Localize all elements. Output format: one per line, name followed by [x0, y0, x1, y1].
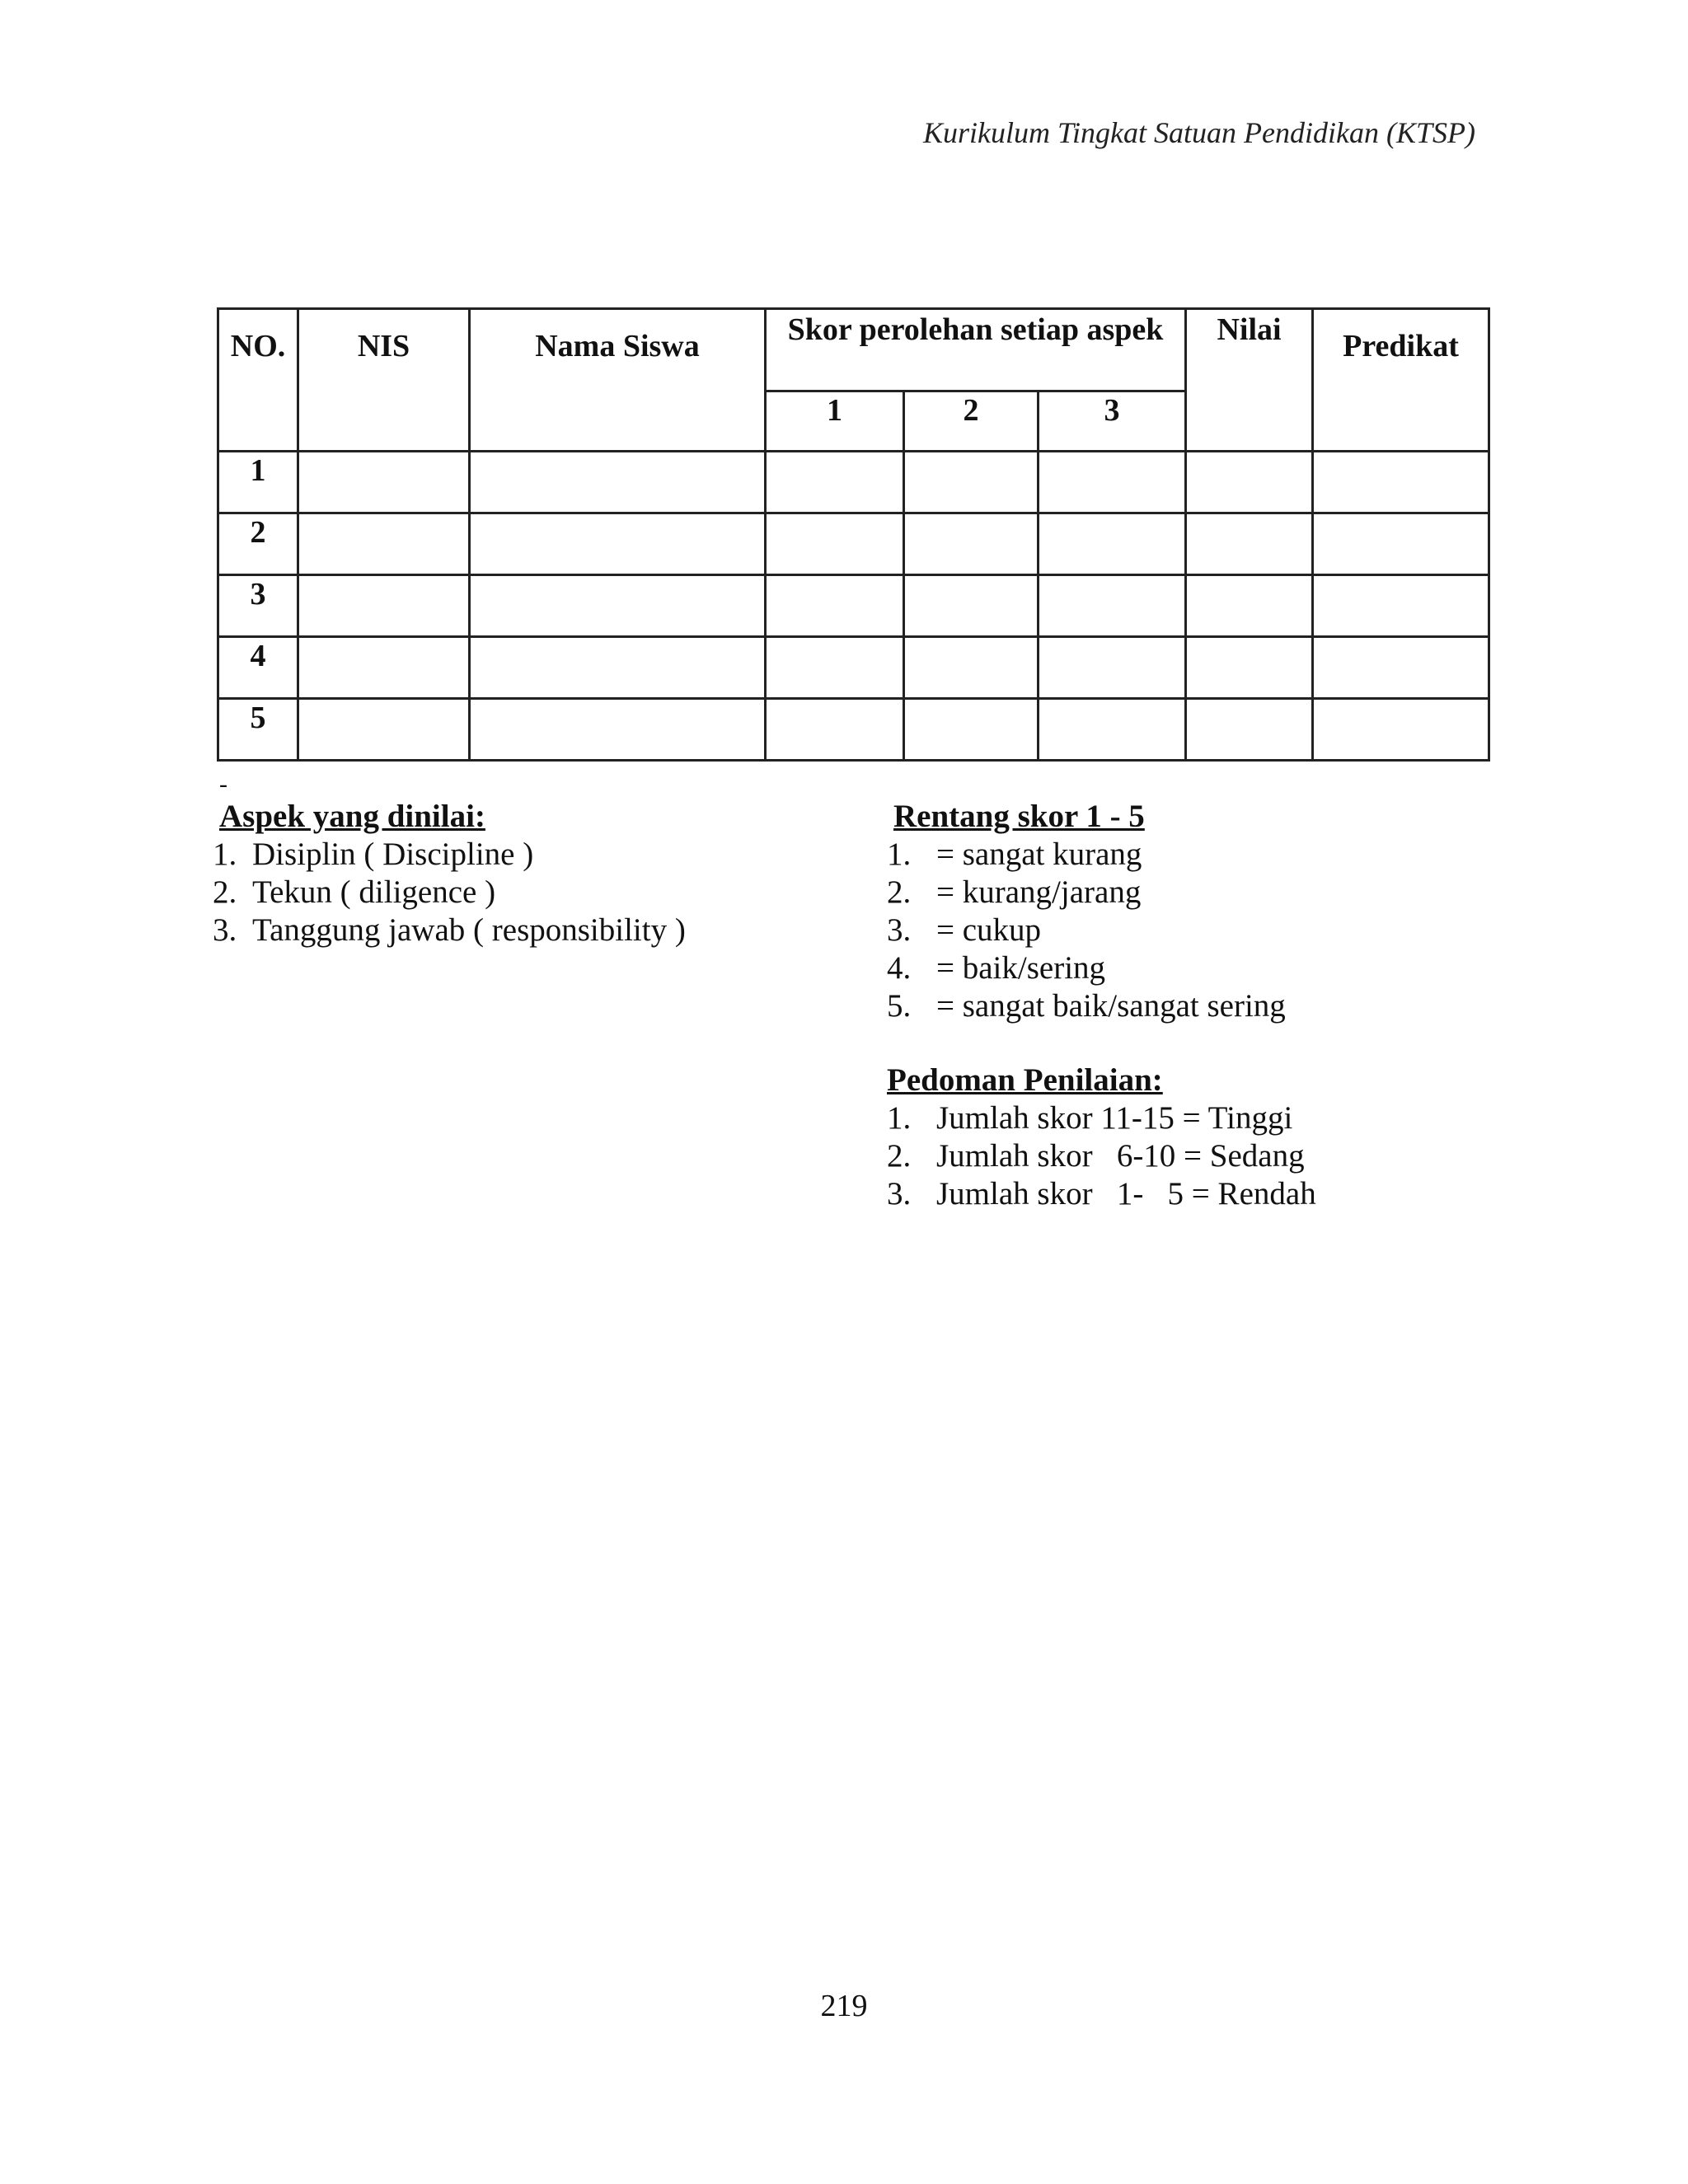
cell-skor-2: [904, 513, 1039, 575]
cell-nis: [298, 575, 470, 637]
row-number: 2: [218, 513, 298, 575]
list-item: [887, 949, 1286, 987]
item-text: = cukup: [936, 912, 1042, 948]
item-text: = baik/sering: [936, 950, 1106, 986]
pedoman-heading: Pedoman Penilaian:: [887, 1062, 1163, 1098]
cell-nama: [470, 452, 766, 513]
cell-skor-1: [766, 513, 904, 575]
item-text: Tekun ( diligence ): [252, 874, 496, 910]
list-item: [213, 874, 686, 912]
row-number: 5: [218, 699, 298, 761]
header-skor-2: 2: [904, 391, 1039, 452]
item-number: 2.: [213, 874, 237, 910]
cell-nis: [298, 513, 470, 575]
page-number: 219: [820, 1989, 868, 2023]
list-item: [213, 836, 686, 874]
rentang-heading: Rentang skor 1 - 5: [893, 799, 1145, 834]
row-number: 3: [218, 575, 298, 637]
header-nilai: Nilai: [1186, 309, 1313, 452]
item-text: Disiplin ( Discipline ): [252, 837, 534, 872]
cell-skor-2: [904, 452, 1039, 513]
cell-skor-1: [766, 575, 904, 637]
cell-skor-1: [766, 699, 904, 761]
item-text: = sangat baik/sangat sering: [936, 988, 1286, 1024]
cell-skor-3: [1039, 699, 1186, 761]
item-text: = sangat kurang: [936, 837, 1142, 872]
list-item: [887, 1175, 1316, 1213]
row-number: 4: [218, 637, 298, 699]
pedoman-section: [887, 1062, 1316, 1213]
item-number: 3.: [213, 912, 237, 948]
item-number: 4.: [887, 950, 912, 986]
cell-nama: [470, 637, 766, 699]
list-item: [887, 1099, 1316, 1137]
cell-nilai: [1186, 513, 1313, 575]
list-item: [887, 912, 1286, 949]
cell-predikat: [1313, 452, 1489, 513]
cell-skor-2: [904, 575, 1039, 637]
cell-skor-3: [1039, 575, 1186, 637]
item-number: 1.: [213, 837, 237, 872]
aspek-heading: Aspek yang dinilai:: [219, 799, 485, 834]
cell-nilai: [1186, 637, 1313, 699]
header-skor-1: 1: [766, 391, 904, 452]
aspek-section: [213, 798, 686, 949]
cell-predikat: [1313, 513, 1489, 575]
table-row: [218, 575, 1489, 637]
score-table: [217, 307, 1490, 762]
item-number: 3.: [887, 912, 912, 948]
item-text: Jumlah skor 11-15 = Tinggi: [936, 1100, 1293, 1136]
header-skor-3: 3: [1039, 391, 1186, 452]
cell-nama: [470, 575, 766, 637]
item-number: 3.: [887, 1176, 912, 1212]
table-row: [218, 452, 1489, 513]
item-text: Jumlah skor 1- 5 = Rendah: [936, 1176, 1316, 1212]
cell-nama: [470, 513, 766, 575]
item-number: 5.: [887, 988, 912, 1024]
cell-skor-2: [904, 637, 1039, 699]
list-item: [887, 836, 1286, 874]
cell-predikat: [1313, 637, 1489, 699]
list-item: [213, 912, 686, 949]
pedoman-list: [887, 1099, 1316, 1213]
cell-predikat: [1313, 575, 1489, 637]
item-text: = kurang/jarang: [936, 874, 1142, 910]
cell-nilai: [1186, 575, 1313, 637]
table-row: [218, 513, 1489, 575]
header-skor: Skor perolehan setiap aspek: [766, 309, 1186, 391]
item-number: 1.: [887, 837, 912, 872]
cell-skor-1: [766, 452, 904, 513]
cell-skor-3: [1039, 452, 1186, 513]
rentang-section: [887, 798, 1286, 1025]
cell-predikat: [1313, 699, 1489, 761]
rentang-list: [887, 836, 1286, 1025]
cell-nis: [298, 637, 470, 699]
header-nama-siswa: Nama Siswa: [470, 309, 766, 452]
cell-skor-3: [1039, 513, 1186, 575]
item-text: Jumlah skor 6-10 = Sedang: [936, 1138, 1305, 1174]
cell-skor-2: [904, 699, 1039, 761]
list-item: [887, 874, 1286, 912]
item-text: Tanggung jawab ( responsibility ): [252, 912, 686, 948]
table-row: [218, 699, 1489, 761]
cell-nilai: [1186, 452, 1313, 513]
table-row: [218, 637, 1489, 699]
cell-nis: [298, 452, 470, 513]
cell-skor-1: [766, 637, 904, 699]
header-predikat: Predikat: [1313, 309, 1489, 452]
item-number: 2.: [887, 874, 912, 910]
list-item: [887, 1137, 1316, 1175]
item-number: 1.: [887, 1100, 912, 1136]
cell-nis: [298, 699, 470, 761]
running-header: Kurikulum Tingkat Satuan Pendidikan (KTSP): [923, 116, 1475, 149]
header-nis: NIS: [298, 309, 470, 452]
cell-nama: [470, 699, 766, 761]
aspek-list: [213, 836, 686, 949]
cell-skor-3: [1039, 637, 1186, 699]
row-number: 1: [218, 452, 298, 513]
cell-nilai: [1186, 699, 1313, 761]
list-item: [887, 987, 1286, 1025]
dash-mark: -: [219, 771, 227, 798]
item-number: 2.: [887, 1138, 912, 1174]
header-no: NO.: [218, 309, 298, 452]
